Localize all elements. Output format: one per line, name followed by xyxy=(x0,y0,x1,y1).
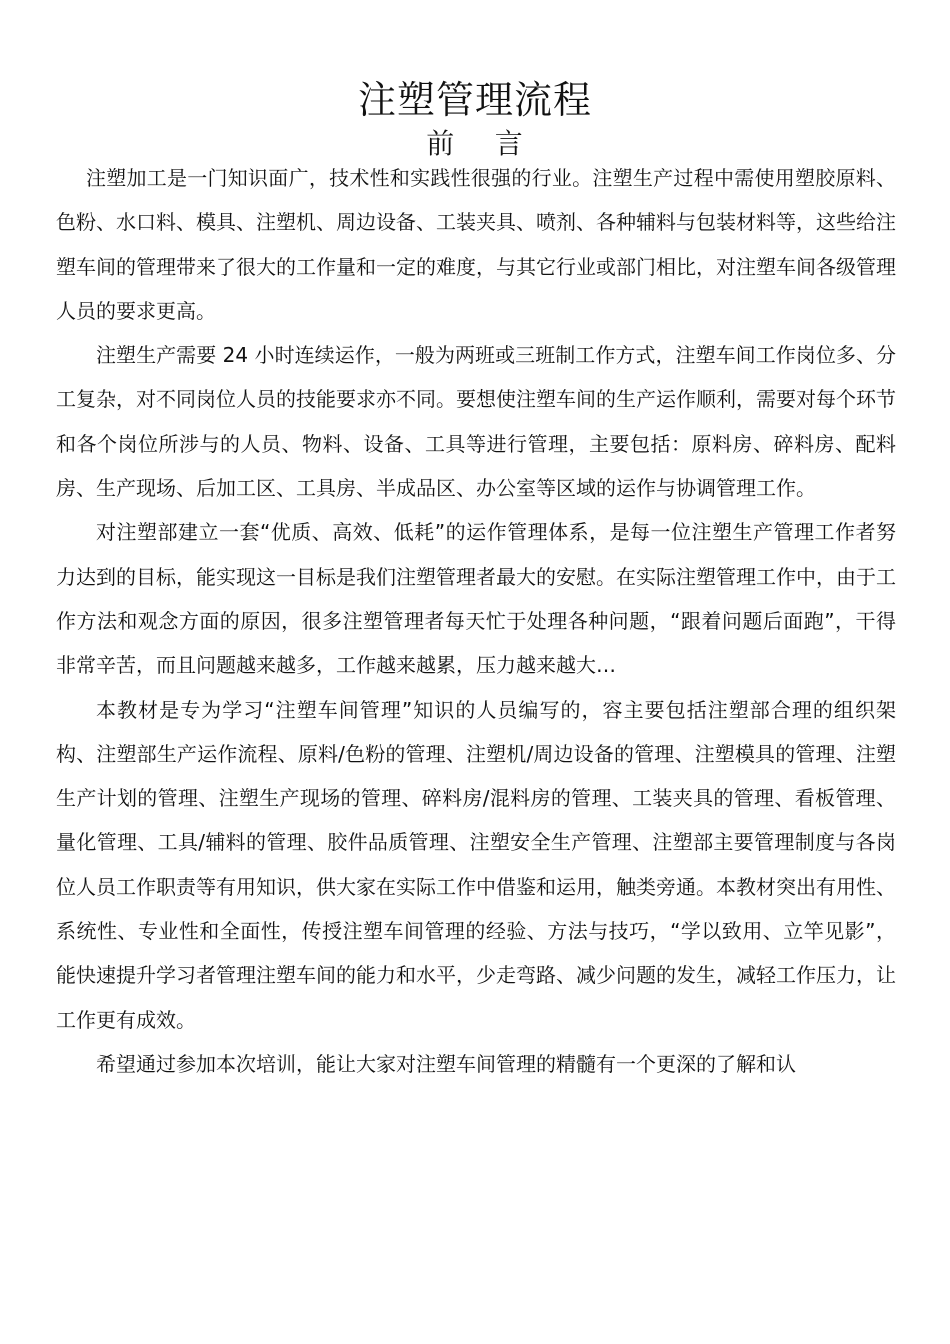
paragraph: 注塑加工是一门知识面广，技术性和实践性很强的行业。注塑生产过程中需使用塑胶原料、色粉、水口料、模具、注塑机、周边设备、工装夹具、喷剂、各种辅料与包装材料等，这些给注塑车间的管理带来了很大的工作量和一定的难度，与其它行业或部门相比，对注塑车间各级管理人员的要求更高。 xyxy=(56,166,896,323)
paragraph: 本教材是专为学习“注塑车间管理”知识的人员编写的，容主要包括注塑部合理的组织架构、注塑部生产运作流程、原料/色粉的管理、注塑机/周边设备的管理、注塑模具的管理、注塑生产计划的管理、注塑生产现场的管理、碎料房/混料房的管理、工装夹具的管理、看板管理、量化管理、工具/辅料的管理、胶件品质管理、注塑安全生产管理、注塑部主要管理制度与各岗位人员工作职责等有用知识，供大家在实际工作中借鉴和运用，触类旁通。本教材突出有用性、系统性、专业性和全面性，传授注塑车间管理的经验、方法与技巧，“学以致用、立竿见影”，能快速提升学习者管理注塑车间的能力和水平，少走弯路、减少问题的发生，减轻工作压力，让工作更有成效。 xyxy=(56,697,896,1032)
section-heading-preface: 前 言 xyxy=(426,127,524,160)
document-body xyxy=(56,156,896,1086)
paragraph: 注塑生产需要 24 小时连续运作，一般为两班或三班制工作方式，注塑车间工作岗位多、分工复杂，对不同岗位人员的技能要求亦不同。要想使注塑车间的生产运作顺利，需要对每个环节和各个岗位所涉与的人员、物料、设备、工具等进行管理，主要包括：原料房、碎料房、配料房、生产现场、后加工区、工具房、半成品区、办公室等区域的运作与协调管理工作。 xyxy=(56,343,896,501)
document-title: 注塑管理流程 xyxy=(357,78,592,122)
paragraph: 对注塑部建立一套“优质、高效、低耗”的运作管理体系，是每一位注塑生产管理工作者努力达到的目标，能实现这一目标是我们注塑管理者最大的安慰。在实际注塑管理工作中，由于工作方法和观念方面的原因，很多注塑管理者每天忙于处理各种问题，“跟着问题后面跑”，干得非常辛苦，而且问题越来越多，工作越来越累，压力越来越大… xyxy=(56,520,896,678)
paragraph: 希望通过参加本次培训，能让大家对注塑车间管理的精髓有一个更深的了解和认 xyxy=(96,1051,796,1076)
